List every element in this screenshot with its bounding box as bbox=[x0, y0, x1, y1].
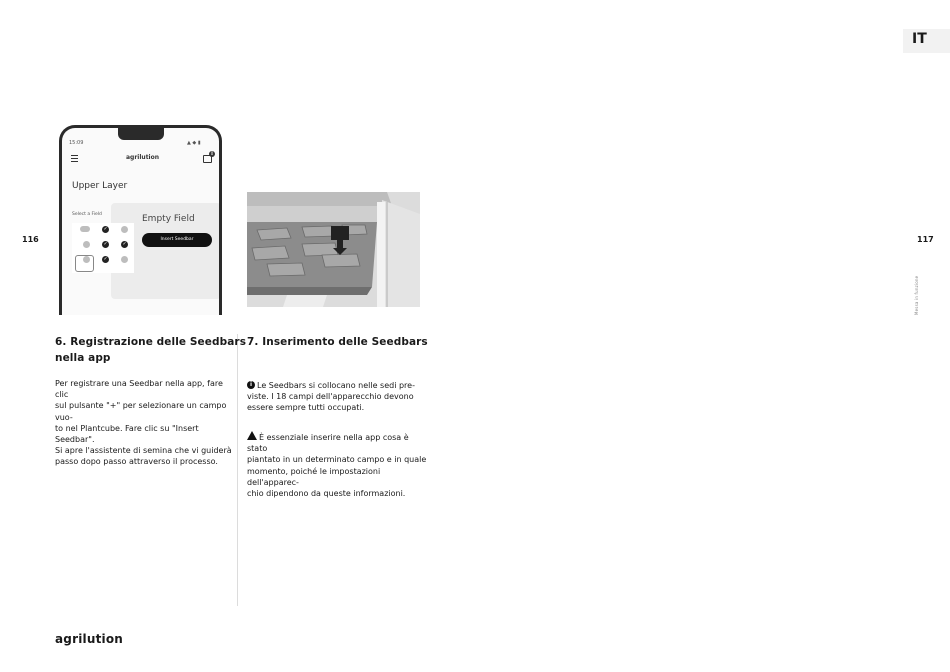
section-6-heading: 6. Registrazione delle Seedbars nella app bbox=[55, 336, 247, 364]
status-icons: ▲ ◆ ▮ bbox=[187, 140, 201, 146]
section-7-warning-text: È essenziale inserire nella app cosa è stato piantato in un determinato campo e in quale momento, poiché le impostazioni dell'apparec- chio dipendono da queste informazioni. bbox=[247, 433, 427, 499]
empty-field-title: Empty Field bbox=[142, 214, 195, 224]
select-field-label: Select a Field bbox=[72, 212, 102, 217]
section-side-label: Messa in funzione bbox=[914, 275, 919, 315]
field-slot bbox=[102, 241, 109, 248]
menu-icon bbox=[71, 155, 78, 162]
status-time: 15:09 bbox=[69, 140, 84, 146]
field-slot bbox=[121, 241, 128, 248]
field-slot bbox=[83, 241, 90, 248]
column-divider bbox=[237, 334, 238, 606]
warning-icon bbox=[247, 431, 257, 440]
field-slot bbox=[102, 226, 109, 233]
section-7-info-text: Le Seedbars si collocano nelle sedi pre- viste. I 18 campi dell'apparecchio devono essere sempre tutti occupati. bbox=[247, 381, 415, 413]
selected-field-indicator bbox=[75, 255, 94, 272]
footer-logo: agrilution bbox=[55, 632, 124, 646]
field-slot bbox=[102, 256, 109, 263]
field-slot bbox=[121, 256, 128, 263]
cart-badge: 0 bbox=[210, 151, 214, 156]
info-icon: i bbox=[247, 381, 255, 389]
section-7-warning bbox=[247, 432, 427, 499]
section-6-body bbox=[55, 378, 235, 468]
section-6-text: Per registrare una Seedbar nella app, fare clic sul pulsante "+" per selezionare un campo vuo- to nel Plantcube. Fare clic su "Insert Seedbar". Si apre l'assistente di semina che vi guiderà passo dopo passo attraverso il processo. bbox=[55, 379, 232, 467]
language-label: IT bbox=[912, 31, 927, 47]
field-slot bbox=[121, 226, 128, 233]
phone-notch bbox=[118, 128, 164, 140]
page-number-left: 116 bbox=[22, 235, 39, 244]
plantcube-seedbar-illustration bbox=[247, 192, 420, 307]
insert-seedbar-button: Insert Seedbar bbox=[142, 233, 212, 247]
phone-screenshot bbox=[59, 125, 222, 315]
page-number-right: 117 bbox=[917, 235, 934, 244]
language-tab bbox=[903, 29, 950, 53]
section-7-info bbox=[247, 380, 427, 414]
section-7-heading: 7. Inserimento delle Seedbars bbox=[247, 336, 428, 348]
field-slot bbox=[80, 226, 90, 232]
app-logo: agrilution bbox=[126, 154, 160, 161]
layer-title: Upper Layer bbox=[72, 181, 128, 191]
